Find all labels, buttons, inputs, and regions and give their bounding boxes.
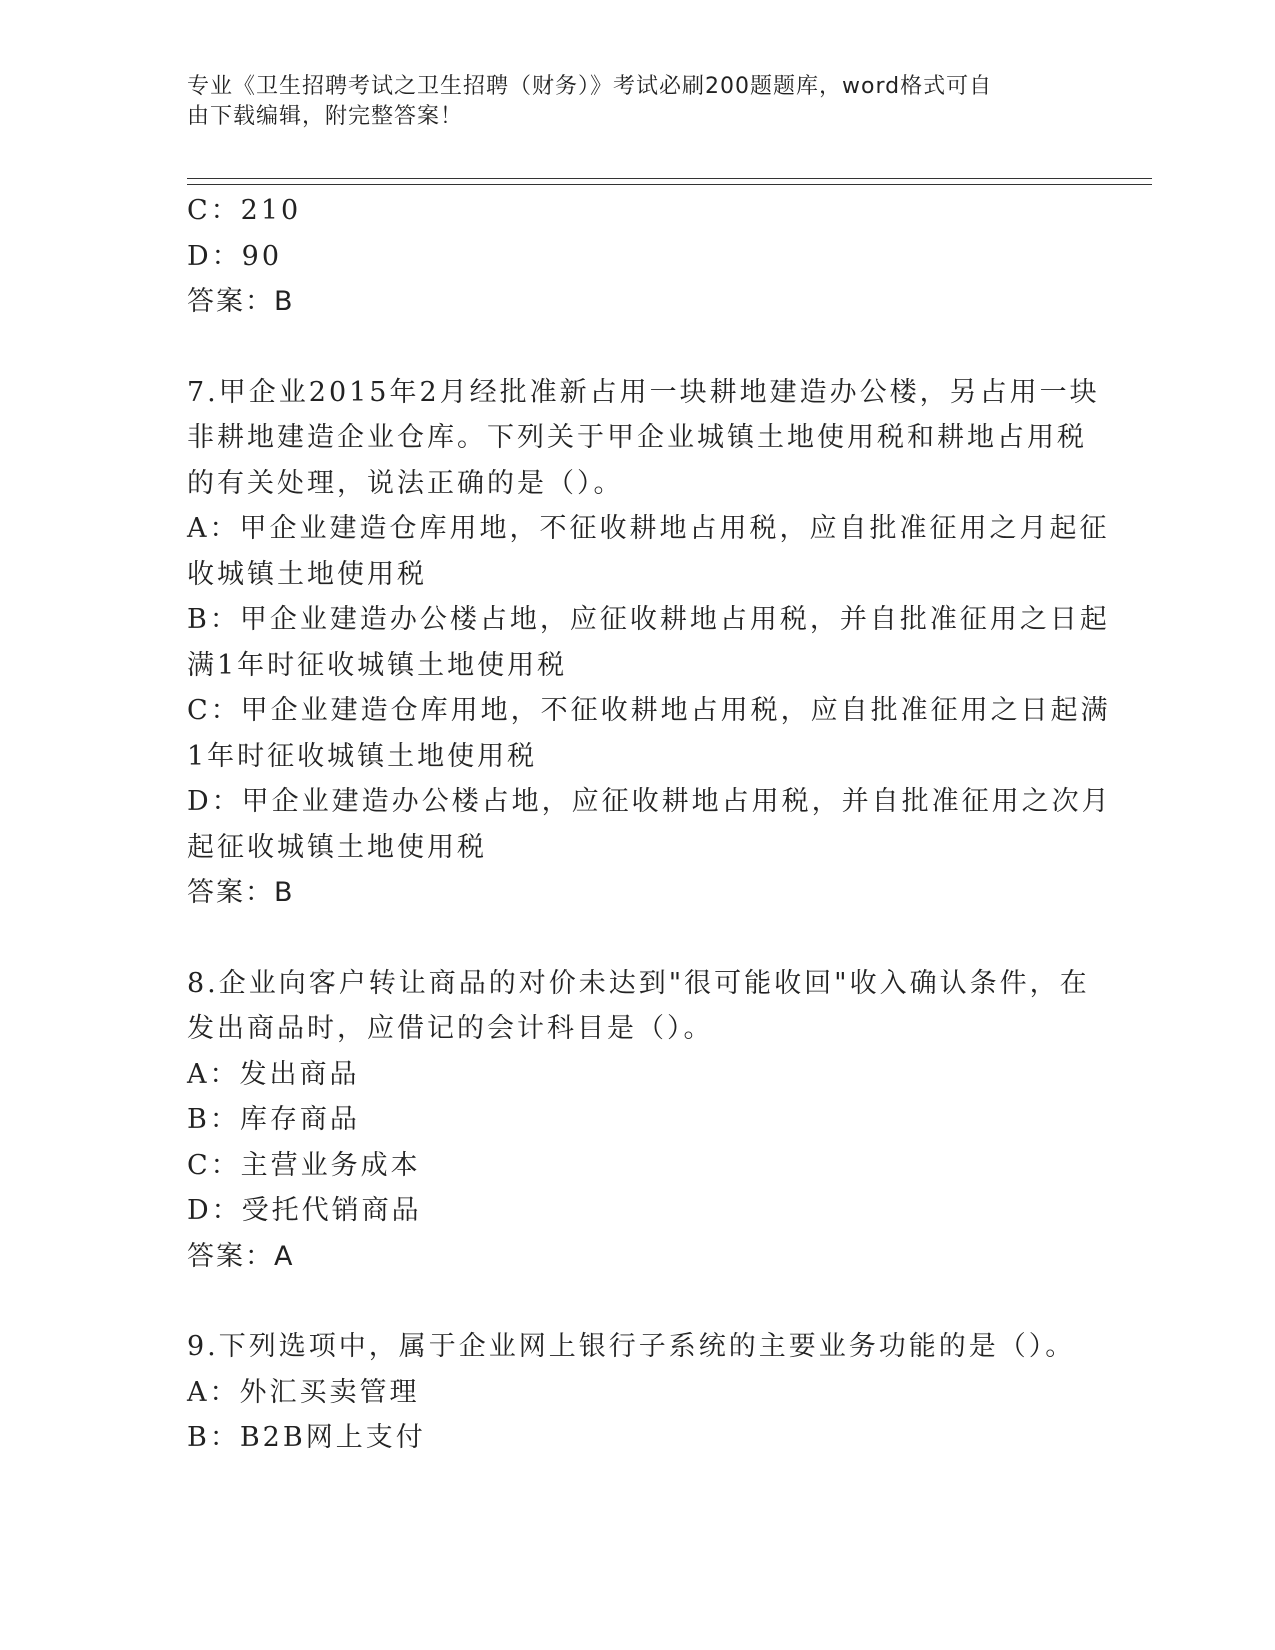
option-c: C：210 bbox=[187, 195, 302, 226]
option-b: B：B2B网上支付 bbox=[187, 1422, 426, 1453]
option-c: C：甲企业建造仓库用地，不征收耕地占用税，应自批准征用之日起满 bbox=[187, 695, 1111, 726]
question-stem: 非耕地建造企业仓库。下列关于甲企业城镇土地使用税和耕地占用税 bbox=[187, 422, 1087, 453]
question-stem: 7.甲企业2015年2月经批准新占用一块耕地建造办公楼，另占用一块 bbox=[187, 376, 1100, 408]
question-6-tail bbox=[187, 188, 1077, 325]
answer-line: 答案：A bbox=[187, 1240, 295, 1272]
answer-line: 答案：B bbox=[187, 877, 295, 908]
answer-line: 答案：B bbox=[187, 286, 295, 317]
header-divider bbox=[187, 178, 1152, 185]
option-a: 收城镇土地使用税 bbox=[187, 558, 427, 590]
option-d: D：受托代销商品 bbox=[187, 1195, 422, 1226]
header-line-1: 专业《卫生招聘考试之卫生招聘（财务）》考试必刷200题题库，word格式可自 bbox=[187, 74, 993, 99]
question-stem: 8.企业向客户转让商品的对价未达到"很可能收回"收入确认条件，在 bbox=[187, 967, 1090, 999]
document-body bbox=[187, 188, 1112, 1461]
page-header bbox=[187, 72, 1067, 132]
spacer bbox=[187, 325, 1077, 370]
spacer bbox=[187, 916, 1077, 961]
option-c: 1年时征收城镇土地使用税 bbox=[187, 740, 538, 772]
question-stem: 发出商品时，应借记的会计科目是（）。 bbox=[187, 1013, 714, 1044]
option-b: B：库存商品 bbox=[187, 1104, 360, 1135]
option-b: 满1年时征收城镇土地使用税 bbox=[187, 649, 568, 681]
option-a: A：发出商品 bbox=[187, 1058, 360, 1090]
question-8 bbox=[187, 961, 1090, 1280]
question-7 bbox=[187, 370, 1112, 916]
option-c: C：主营业务成本 bbox=[187, 1149, 421, 1181]
question-stem: 的有关处理，说法正确的是（）。 bbox=[187, 467, 624, 499]
question-9 bbox=[187, 1324, 1077, 1461]
option-b: B：甲企业建造办公楼占地，应征收耕地占用税，并自批准征用之日起 bbox=[187, 604, 1110, 635]
option-a: A：外汇买卖管理 bbox=[187, 1376, 420, 1408]
option-d: D：甲企业建造办公楼占地，应征收耕地占用税，并自批准征用之次月 bbox=[187, 786, 1112, 817]
option-d: 起征收城镇土地使用税 bbox=[187, 831, 487, 863]
spacer bbox=[187, 1279, 1077, 1324]
option-d: D：90 bbox=[187, 240, 283, 272]
option-a: A：甲企业建造仓库用地，不征收耕地占用税，应自批准征用之月起征 bbox=[187, 513, 1110, 544]
question-stem: 9.下列选项中，属于企业网上银行子系统的主要业务功能的是（）。 bbox=[187, 1331, 1076, 1362]
header-line-2: 由下载编辑，附完整答案！ bbox=[187, 104, 464, 129]
